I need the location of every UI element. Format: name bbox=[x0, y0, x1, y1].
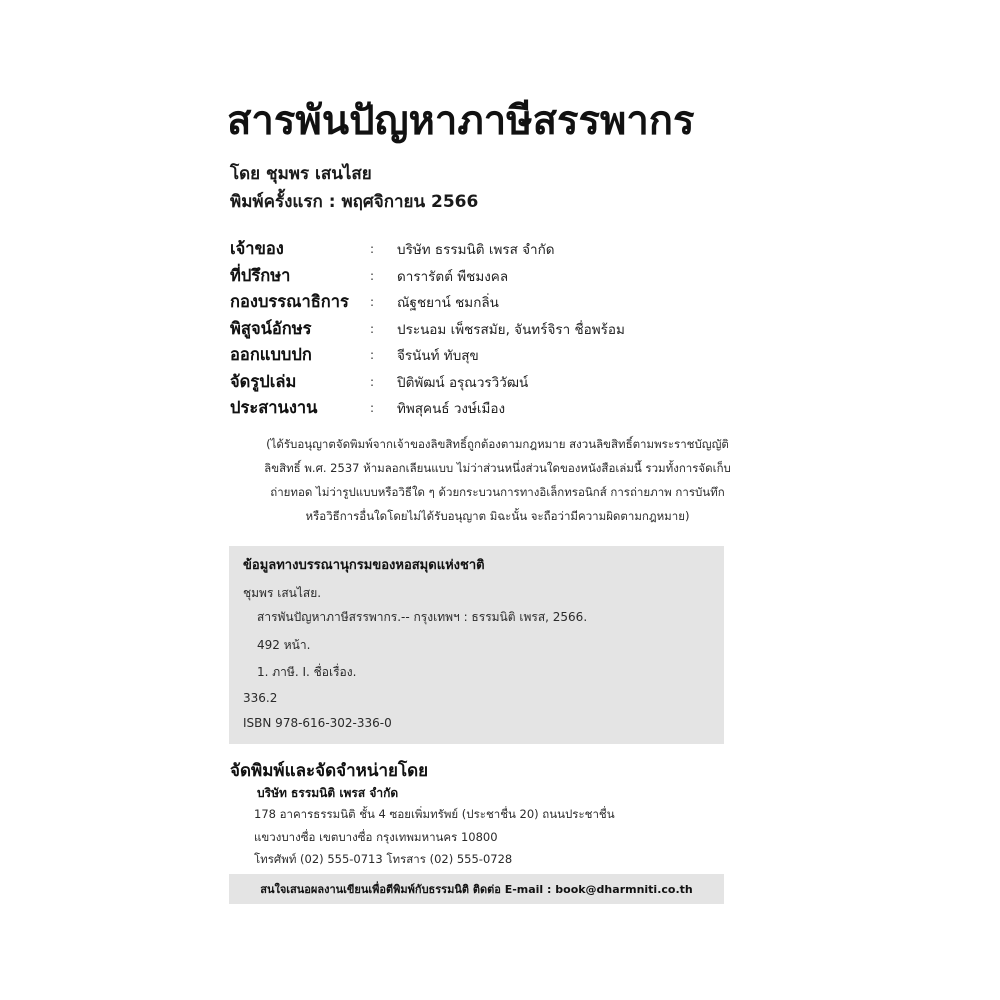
cip-pages: 492 หน้า. bbox=[257, 638, 311, 652]
cip-subjects: 1. ภาษี. I. ชื่อเรื่อง. bbox=[257, 665, 357, 679]
credit-value: ปิติพัฒน์ อรุณวรวิวัฒน์ bbox=[397, 374, 529, 391]
credit-separator: : bbox=[370, 321, 375, 336]
credit-value: ดารารัตต์ พืชมงคล bbox=[397, 268, 509, 285]
copyright-notice bbox=[235, 432, 760, 528]
notice-line: (ได้รับอนุญาตจัดพิมพ์จากเจ้าของลิขสิทธิ์ถูกต้องตามกฎหมาย สงวนลิขสิทธิ์ตามพระราชบัญญัติ bbox=[266, 437, 729, 451]
byline-block bbox=[230, 160, 478, 216]
credit-label: ประสานงาน bbox=[230, 398, 318, 418]
publisher-address-line1: 178 อาคารธรรมนิติ ชั้น 4 ซอยเพิ่มทรัพย์ (ประชาชื่น 20) ถนนประชาชื่น bbox=[254, 807, 615, 821]
credit-separator: : bbox=[370, 295, 375, 310]
credit-separator: : bbox=[370, 242, 375, 257]
publisher-phone: โทรศัพท์ (02) 555-0713 โทรสาร (02) 555-0728 bbox=[254, 852, 513, 866]
credit-separator: : bbox=[370, 348, 375, 363]
credit-row-proofreading bbox=[230, 316, 625, 343]
credit-separator: : bbox=[370, 268, 375, 283]
cip-author: ชุมพร เสนไสย. bbox=[243, 586, 322, 600]
contact-text: สนใจเสนอผลงานเขียนเพื่อตีพิมพ์กับธรรมนิติ ติดต่อ E-mail : book@dharmniti.co.th bbox=[260, 883, 693, 896]
notice-line: หรือวิธีการอื่นใดโดยไม่ได้รับอนุญาต มิฉะนั้น จะถือว่ามีความผิดตามกฎหมาย) bbox=[305, 509, 690, 523]
contact-bar bbox=[229, 874, 724, 904]
credit-value: บริษัท ธรรมนิติ เพรส จำกัด bbox=[397, 242, 555, 259]
publisher-company: บริษัท ธรรมนิติ เพรส จำกัด bbox=[257, 786, 399, 800]
credit-label: จัดรูปเล่ม bbox=[230, 371, 297, 391]
cip-classification: 336.2 bbox=[243, 691, 278, 705]
cip-isbn: ISBN 978-616-302-336-0 bbox=[243, 716, 392, 730]
credit-row-cover-design bbox=[230, 342, 625, 369]
author-line: โดย ชุมพร เสนไสย bbox=[230, 164, 372, 184]
credit-row-owner bbox=[230, 236, 625, 263]
credit-value: ณัฐชยาน์ ชมกลิ่น bbox=[397, 295, 499, 312]
credit-label: พิสูจน์อักษร bbox=[230, 318, 312, 338]
book-title: สารพันปัญหาภาษีสรรพากร bbox=[227, 98, 695, 144]
credit-value: ทิพสุคนธ์ วงษ์เมือง bbox=[397, 401, 506, 418]
cip-data-box bbox=[229, 546, 724, 744]
credit-label: เจ้าของ bbox=[230, 239, 284, 259]
publisher-address-line2: แขวงบางซื่อ เขตบางซื่อ กรุงเทพมหานคร 10800 bbox=[254, 830, 498, 844]
credit-value: ประนอม เพ็ชรสมัย, จันทร์จิรา ชื่อพร้อม bbox=[397, 321, 625, 338]
credit-label: ออกแบบปก bbox=[230, 345, 312, 365]
credit-row-coordination bbox=[230, 395, 625, 422]
credit-label: กองบรรณาธิการ bbox=[230, 292, 349, 312]
cip-heading: ข้อมูลทางบรรณานุกรมของหอสมุดแห่งชาติ bbox=[243, 558, 485, 573]
credit-row-advisor bbox=[230, 263, 625, 290]
notice-line: ถ่ายทอด ไม่ว่ารูปแบบหรือวิธีใด ๆ ด้วยกระบวนการทางอิเล็กทรอนิกส์ การถ่ายภาพ การบันทึก bbox=[270, 485, 725, 499]
cip-imprint: สารพันปัญหาภาษีสรรพากร.-- กรุงเทพฯ : ธรรมนิติ เพรส, 2566. bbox=[257, 610, 588, 624]
credit-label: ที่ปรึกษา bbox=[230, 265, 291, 285]
credits-list bbox=[230, 236, 625, 422]
credit-value: จีรนันท์ ทับสุข bbox=[397, 348, 479, 365]
credit-row-editorial bbox=[230, 289, 625, 316]
notice-line: ลิขสิทธิ์ พ.ศ. 2537 ห้ามลอกเลียนแบบ ไม่ว่าส่วนหนึ่งส่วนใดของหนังสือเล่มนี้ รวมทั้งการจัดเก็บ bbox=[264, 461, 731, 475]
credit-separator: : bbox=[370, 374, 375, 389]
publisher-heading: จัดพิมพ์และจัดจำหน่ายโดย bbox=[230, 761, 429, 781]
credit-row-layout bbox=[230, 369, 625, 396]
credit-separator: : bbox=[370, 401, 375, 416]
edition-line: พิมพ์ครั้งแรก : พฤศจิกายน 2566 bbox=[230, 192, 479, 212]
